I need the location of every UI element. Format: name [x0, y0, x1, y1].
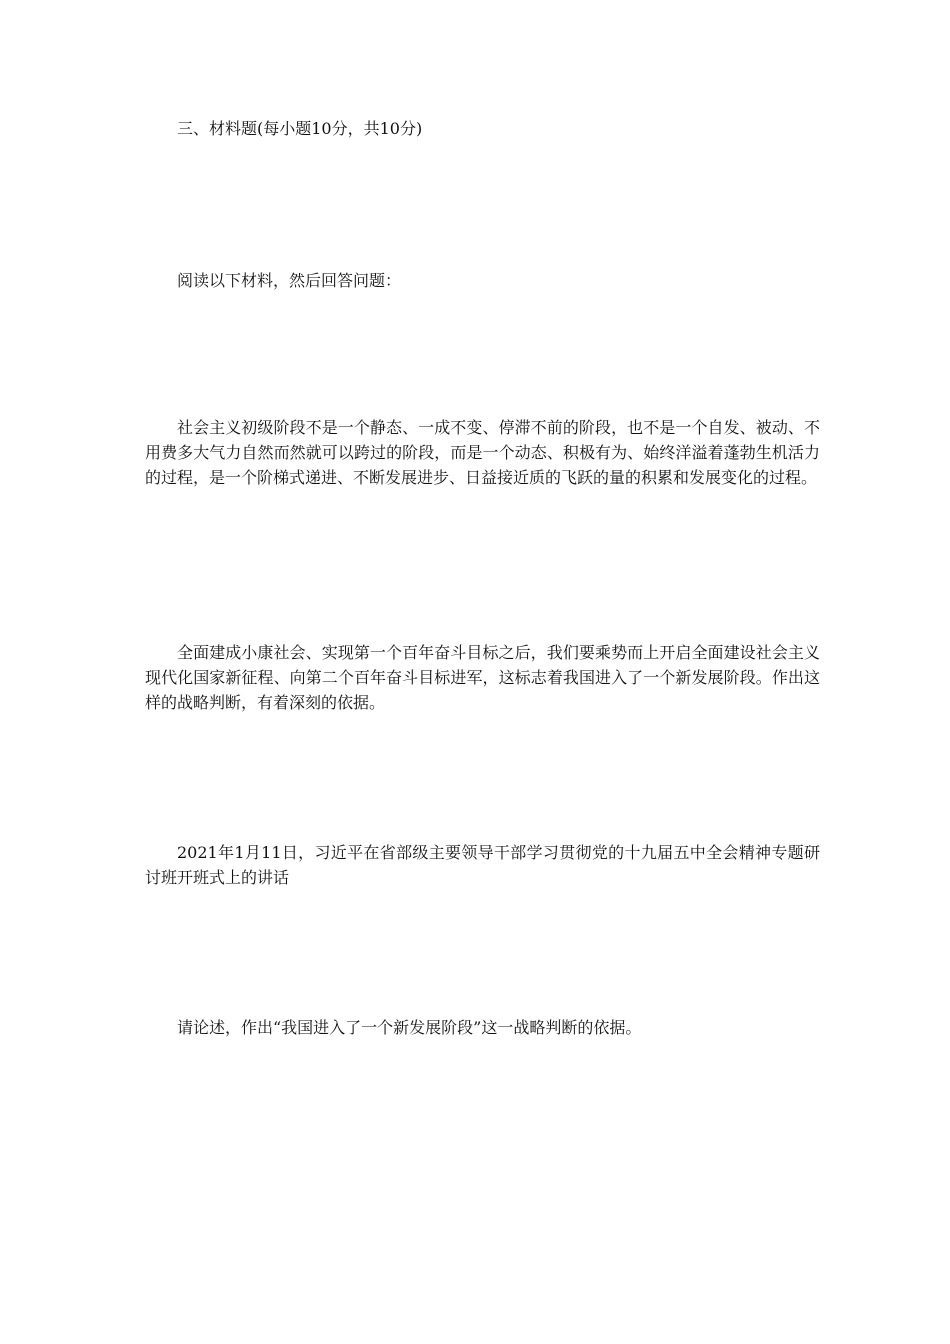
material-paragraph-1: 社会主义初级阶段不是一个静态、一成不变、停滞不前的阶段，也不是一个自发、被动、不用费多大气力自然而然就可以跨过的阶段，而是一个动态、积极有为、始终洋溢着蓬勃生机活力的过程，是一个阶梯式递进、不断发展进步、日益接近质的飞跃的量的积累和发展变化的过程。	[145, 418, 820, 487]
question-text: 请论述，作出“我国进入了一个新发展阶段”这一战略判断的依据。	[177, 1018, 642, 1037]
material-paragraph-2: 全面建成小康社会、实现第一个百年奋斗目标之后，我们要乘势而上开启全面建设社会主义现代化国家新征程、向第二个百年奋斗目标进军，这标志着我国进入了一个新发展阶段。作出这样的战略判断，有着深刻的依据。	[145, 643, 820, 712]
section-heading: 三、材料题(每小题10分，共10分)	[177, 119, 423, 138]
instruction-text: 阅读以下材料，然后回答问题：	[177, 271, 402, 290]
source-citation: 2021年1月11日，习近平在省部级主要领导干部学习贯彻党的十九届五中全会精神专题研讨班开班式上的讲话	[145, 843, 820, 887]
